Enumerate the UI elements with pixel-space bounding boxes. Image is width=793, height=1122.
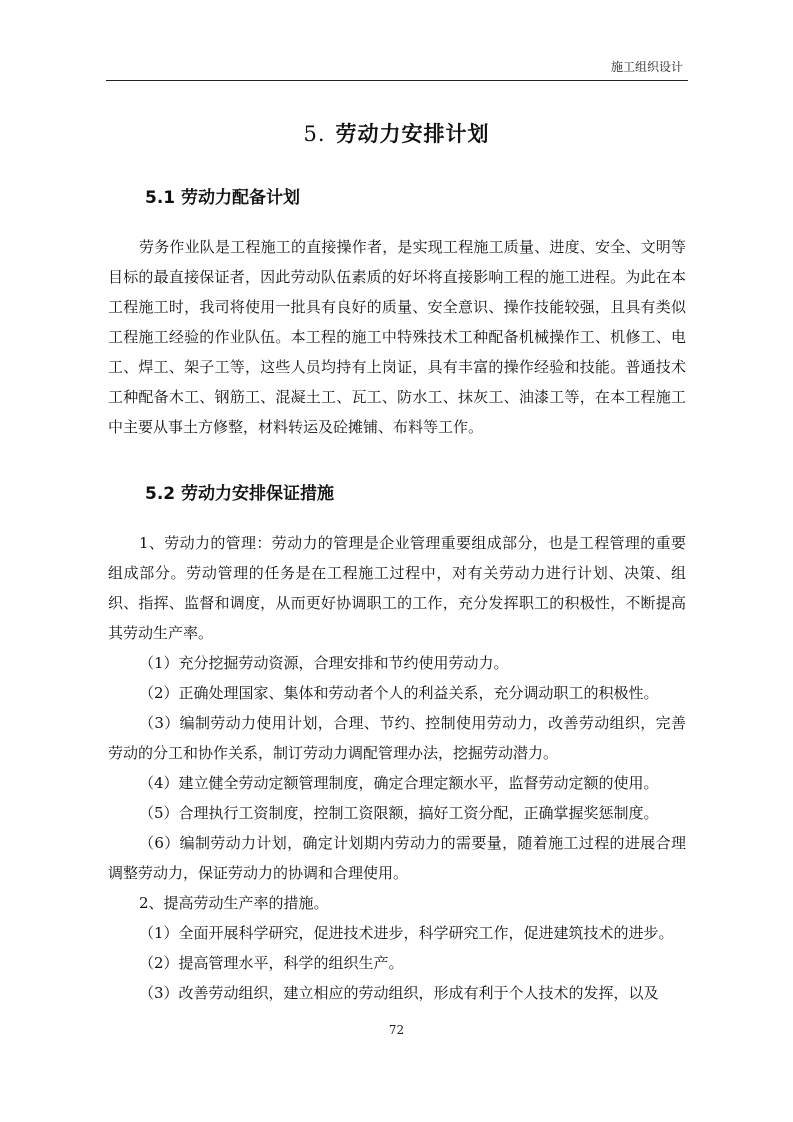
chapter-title <box>0 118 793 148</box>
list-item: （5）合理执行工资制度，控制工资限额，搞好工资分配，正确掌握奖惩制度。 <box>139 804 659 822</box>
chapter-title-text: 劳动力安排计划 <box>335 122 490 146</box>
list-item: （1）充分挖掘劳动资源，合理安排和节约使用劳动力。 <box>139 654 509 672</box>
section-5-1-body <box>108 232 686 442</box>
section-title-5-1: 5.1 劳动力配备计划 <box>145 188 301 208</box>
paragraph: 劳务作业队是工程施工的直接操作者，是实现工程施工质量、进度、安全、文明等目标的最直接保证者，因此劳动队伍素质的好坏将直接影响工程的施工进程。为此在本工程施工时，我司将使用一批具有良好的质量、安全意识、操作技能较强，且具有类似工程施工经验的作业队伍。本工程的施工中特殊技术工种配备机械操作工、机修工、电工、焊工、架子工等，这些人员均持有上岗证，具有丰富的操作经验和技能。普通技术工种配备木工、钢筋工、混凝土工、瓦工、防水工、抹灰工、油漆工等，在本工程施工中主要从事土方修整，材料转运及砼摊铺、布料等工作。 <box>108 238 686 436</box>
paragraph: 1、劳动力的管理：劳动力的管理是企业管理重要组成部分，也是工程管理的重要组成部分。劳动管理的任务是在工程施工过程中，对有关劳动力进行计划、决策、组织、指挥、监督和调度，从而更好协调职工的工作，充分发挥职工的积极性，不断提高其劳动生产率。 <box>108 534 686 642</box>
list-item: （2）提高管理水平，科学的组织生产。 <box>139 954 404 972</box>
list-item: （2）正确处理国家、集体和劳动者个人的利益关系，充分调动职工的积极性。 <box>139 684 659 702</box>
paragraph: 2、提高劳动生产率的措施。 <box>139 894 329 912</box>
list-item: （4）建立健全劳动定额管理制度，确定合理定额水平，监督劳动定额的使用。 <box>139 774 659 792</box>
section-5-2-body <box>108 528 686 1008</box>
list-item: （3）改善劳动组织，建立相应的劳动组织，形成有利于个人技术的发挥，以及 <box>139 984 659 1002</box>
section-title-5-2: 5.2 劳动力安排保证措施 <box>145 484 335 504</box>
header-divider <box>106 80 688 81</box>
list-item: （1）全面开展科学研究，促进技术进步，科学研究工作，促进建筑技术的进步。 <box>139 924 674 942</box>
page-number: 72 <box>388 1023 405 1037</box>
running-header: 施工组织设计 <box>610 60 683 74</box>
list-item: （3）编制劳动力使用计划，合理、节约、控制使用劳动力，改善劳动组织，完善劳动的分工和协作关系，制订劳动力调配管理办法，挖掘劳动潜力。 <box>108 714 686 762</box>
chapter-number: 5. <box>303 122 326 146</box>
list-item: （6）编制劳动力计划，确定计划期内劳动力的需要量，随着施工过程的进展合理调整劳动力，保证劳动力的协调和合理使用。 <box>108 834 686 882</box>
